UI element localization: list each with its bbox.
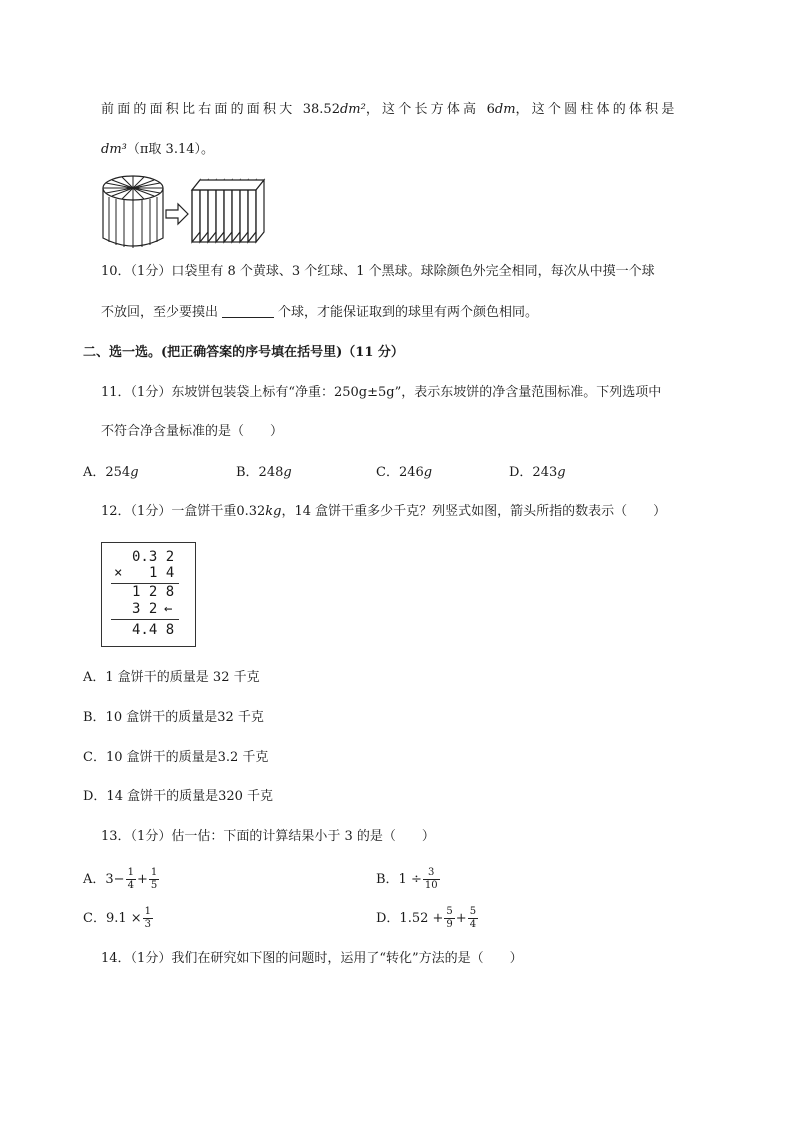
q10-text-b: 个球，才能保证取到的球里有两个颜色相同。	[278, 305, 539, 320]
q9-text-e: ，这个圆柱体的体积是	[515, 102, 678, 117]
q13-option-d[interactable]: D．1.52 + $\frac{5}{9}$ + $\frac{5}{4}$	[376, 906, 477, 930]
q9-unit-area: dm²	[339, 102, 366, 117]
q10-answer-blank[interactable]	[222, 303, 274, 318]
section-2-title: 二、选一选。(把正确答案的序号填在括号里)（11 分）	[83, 345, 404, 360]
q13-d-fraction-2: $\frac{5}{4}$	[469, 906, 477, 930]
q13-a-fraction-2: $\frac{1}{5}$	[150, 867, 158, 891]
q13-a-fraction-1: $\frac{1}{4}$	[127, 867, 134, 891]
q11-option-d[interactable]: D．243g	[509, 465, 566, 480]
q9-value-a: 38.52	[302, 102, 340, 117]
q12-text-b: ，14 盒饼干重多少千克？列竖式如图，箭头所指的数表示（ ）	[281, 504, 667, 519]
q9-line-1	[101, 100, 678, 120]
q14-line-1: 14．（1分）我们在研究如下图的问题时，运用了“转化”方法的是（ ）	[101, 951, 523, 966]
q11-option-b[interactable]: B．248g	[236, 465, 292, 480]
q13-option-b[interactable]: B．1 ÷ $\frac{3}{10}$	[376, 867, 438, 891]
calc-row-partial-2: 3 2	[132, 601, 158, 617]
q11-line-2: 不符合净含量标准的是（ ）	[101, 424, 284, 439]
calc-operator: ×	[114, 565, 123, 581]
q10-line-1: 10．（1分）口袋里有 8 个黄球、3 个红球、1 个黑球。球除颜色外完全相同，每次从中摸一个球	[101, 264, 655, 279]
calc-row-partial-1: 1 2 8	[132, 584, 175, 600]
calc-line-2	[111, 619, 179, 620]
q12-option-c[interactable]: C．10 盒饼干的质量是3.2 千克	[83, 750, 269, 765]
q13-c-fraction: $\frac{1}{3}$	[144, 906, 152, 930]
q13-d-fraction-1: $\frac{5}{9}$	[446, 906, 453, 930]
cylinder-transform-figure	[100, 170, 270, 252]
q11-option-a[interactable]: A．254g	[83, 465, 139, 480]
q12-unit-kg: kg	[265, 504, 282, 519]
q10-text-a: 不放回，至少要摸出	[101, 305, 219, 320]
q12-line-1	[101, 502, 666, 522]
q12-option-d[interactable]: D．14 盒饼干的质量是320 千克	[83, 789, 274, 804]
q13-option-c[interactable]: C．9.1 × $\frac{1}{3}$	[83, 906, 152, 930]
q9-text-c: ，这个长方体高	[365, 102, 480, 117]
calc-row-product: 4.4 8	[132, 622, 175, 638]
q10-line-2	[101, 303, 538, 323]
calc-arrow-icon: ←	[164, 601, 173, 617]
calc-row-multiplier: 1 4	[149, 565, 175, 581]
q9-value-height: 6	[486, 102, 495, 117]
q11-option-c[interactable]: C．246g	[376, 465, 433, 480]
vertical-multiplication-box	[101, 542, 196, 647]
q12-option-b[interactable]: B．10 盒饼干的质量是32 千克	[83, 710, 264, 725]
q13-line-1: 13．（1分）估一估：下面的计算结果小于 3 的是（ ）	[101, 829, 435, 844]
q13-option-a[interactable]: A．3− $\frac{1}{4}$ + $\frac{1}{5}$	[83, 867, 158, 891]
q9-unit-volume: dm³	[101, 142, 127, 157]
q12-option-a[interactable]: A．1 盒饼干的质量是 32 千克	[83, 670, 260, 685]
q13-b-fraction: $\frac{3}{10}$	[424, 867, 438, 891]
q9-line-2	[101, 140, 214, 160]
q9-text-pi: （π取 3.14）。	[126, 142, 214, 157]
calc-row-multiplicand: 0.3 2	[132, 549, 175, 565]
q9-unit-length: dm	[494, 102, 516, 117]
q12-text-a: 12．（1分）一盒饼干重0.32	[101, 504, 266, 519]
q11-line-1: 11．（1分）东坡饼包装袋上标有“净重：250g±5g”，表示东坡饼的净含量范围标准。下列选项中	[101, 385, 662, 400]
q9-text-a: 前面的面积比右面的面积大	[101, 102, 296, 117]
